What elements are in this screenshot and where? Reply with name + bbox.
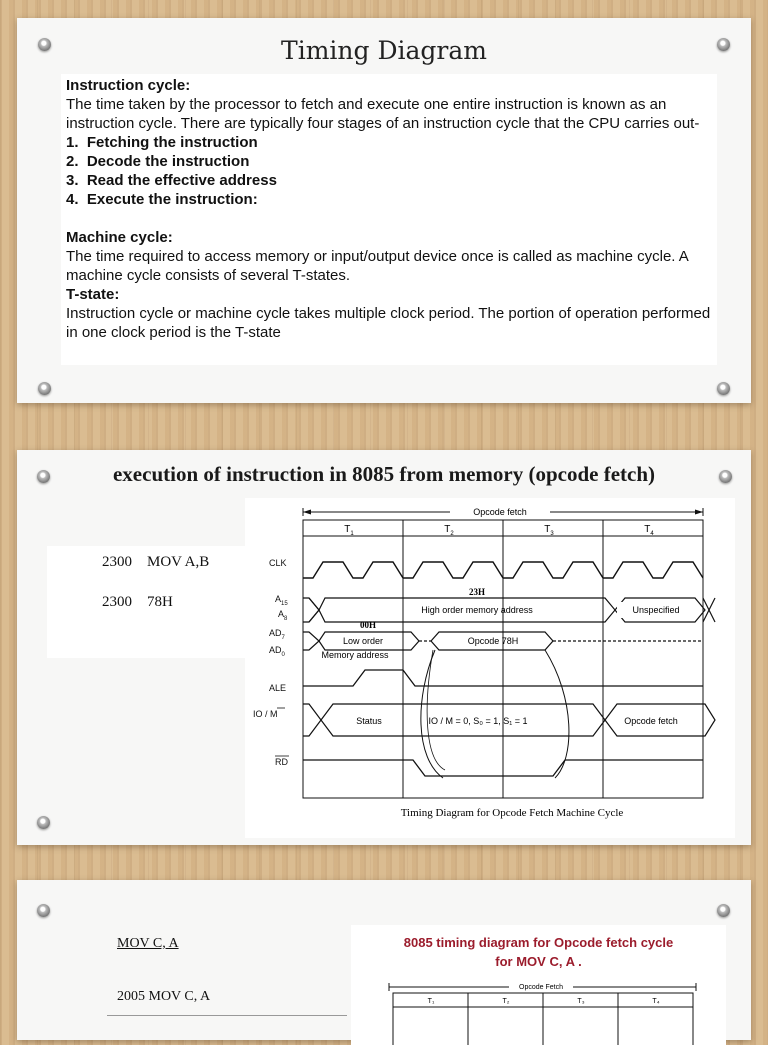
s3-title-line2: for MOV C, A . — [495, 954, 582, 969]
stage-item: 1. Fetching the instruction — [66, 134, 258, 151]
stage-item: 4. Execute the instruction: — [66, 191, 258, 208]
signal-ale: ALE — [269, 683, 287, 693]
unspecified-label: Unspecified — [632, 605, 680, 615]
s3-t-state: T₁ — [427, 998, 435, 1005]
opcode-label: Opcode 78H — [467, 636, 519, 646]
signal-a15: $A_{15}$ — [275, 594, 288, 607]
diagram-caption: Timing Diagram for Opcode Fetch Machine Cycle — [400, 807, 624, 819]
signal-ad0: $AD_0$ — [269, 645, 285, 658]
signal-io-m: IO / M — [253, 709, 278, 719]
opcode-fetch-timing-diagram — [245, 498, 735, 838]
stage-item: 2. Decode the instruction — [66, 153, 250, 170]
signal-rd: RD — [275, 757, 288, 767]
pin-icon — [38, 382, 51, 395]
mov-c-a-link[interactable]: MOV C, A — [117, 936, 179, 951]
slide-timing-diagram — [17, 18, 751, 403]
s3-diagram-box — [351, 925, 726, 1045]
t-state-label: $T_1$ — [344, 524, 354, 537]
s3-t-state: T₂ — [502, 998, 510, 1005]
code-line: 2005 MOV C, A — [117, 989, 211, 1004]
memory-address-label: Memory address — [321, 650, 389, 660]
pin-icon — [37, 816, 50, 829]
s3-t-state: T₃ — [577, 998, 585, 1005]
low-order-label: Low order — [342, 636, 384, 646]
slide-title: Timing Diagram — [281, 36, 487, 65]
s3-box-title — [351, 933, 726, 971]
value-00h: 00H — [359, 620, 377, 630]
stage-item: 3. Read the effective address — [66, 172, 277, 189]
pin-icon — [37, 904, 50, 917]
high-order-label: High order memory address — [421, 605, 533, 615]
t-state-label: $T_3$ — [544, 524, 554, 537]
signal-clk: CLK — [269, 558, 287, 568]
signal-a8: $A_8$ — [278, 609, 288, 622]
slide-opcode-fetch — [17, 450, 751, 845]
status-detail-label: IO / M = 0, S₀ = 1, S₁ = 1 — [428, 716, 528, 726]
code-box — [47, 546, 259, 658]
opcode-fetch-label: Opcode fetch — [624, 716, 678, 726]
slide-title: execution of instruction in 8085 from memory (opcode fetch) — [112, 462, 655, 486]
instruction-cycle-text: The time taken by the processor to fetch and execute one entire instruction is known as an instruction cycle. There are typically four stages of an instruction cycle that the CPU carries out- — [66, 96, 700, 132]
s3-t-state: T₄ — [652, 998, 660, 1005]
machine-cycle-text: The time required to access memory or input/output device once is called as machine cycle. A machine cycle consists of several T-states. — [66, 248, 688, 284]
t-state-label: $T_2$ — [444, 524, 454, 537]
slide-mov-c-a — [17, 880, 751, 1040]
code-line: 2300 MOV A,B — [102, 554, 210, 570]
status-label: Status — [356, 716, 382, 726]
tstate-text: Instruction cycle or machine cycle takes multiple clock period. The portion of operation performed in one clock period is the T-state — [66, 305, 711, 341]
header-label: Opcode fetch — [473, 507, 527, 517]
t-state-label: $T_4$ — [644, 524, 654, 537]
signal-ad7: $AD_7$ — [269, 628, 285, 641]
tstate-heading: T-state: — [66, 286, 120, 303]
pin-icon — [717, 904, 730, 917]
machine-cycle-heading: Machine cycle: — [66, 229, 173, 246]
value-23h: 23H — [468, 587, 486, 597]
definitions-textbox — [61, 74, 717, 365]
s3-timing-diagram — [351, 981, 726, 1045]
pin-icon — [717, 382, 730, 395]
s3-header-label: Opcode Fetch — [519, 984, 563, 991]
instruction-cycle-heading: Instruction cycle: — [66, 77, 191, 94]
code-line: 2300 78H — [102, 594, 173, 610]
s3-title-line1: 8085 timing diagram for Opcode fetch cycle — [403, 935, 674, 950]
